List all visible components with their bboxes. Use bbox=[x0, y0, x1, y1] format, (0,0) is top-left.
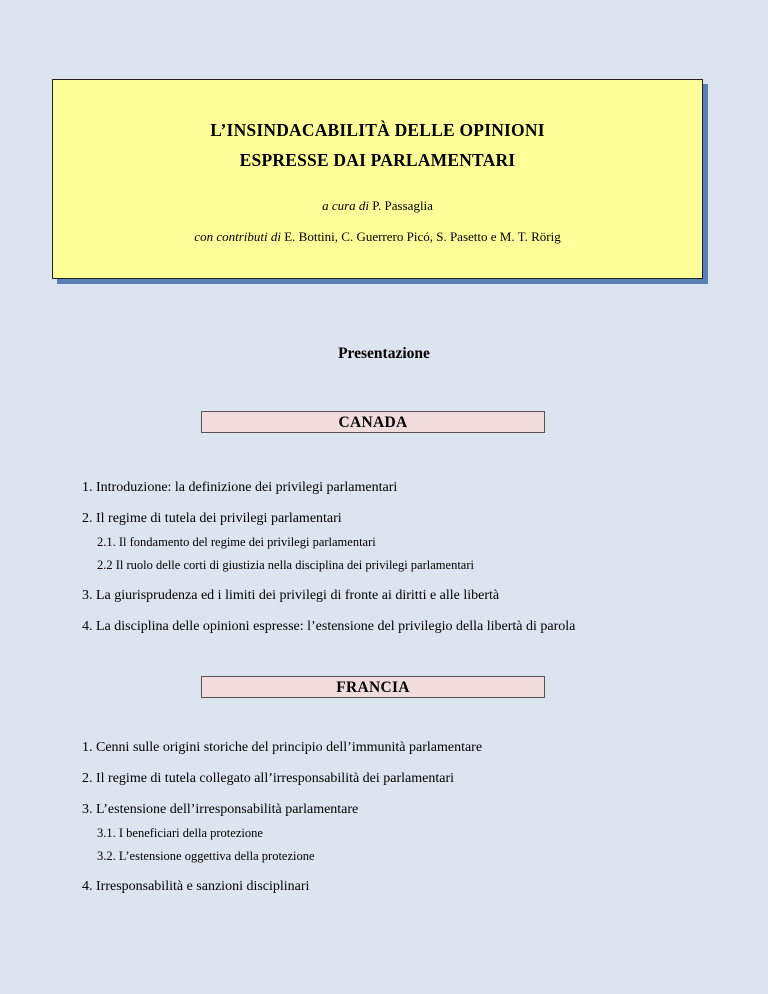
curator-prefix: a cura di bbox=[322, 198, 370, 213]
toc-item[interactable]: 3. La giurisprudenza ed i limiti dei privilegi di fronte ai diritti e alle libertà bbox=[82, 588, 500, 603]
toc-item[interactable]: 4. La disciplina delle opinioni espresse: l’estensione del privilegio della libertà di parola bbox=[82, 619, 576, 634]
contributors-prefix: con contributi di bbox=[194, 229, 281, 244]
title-box bbox=[52, 79, 703, 279]
section-heading-canada: CANADA bbox=[201, 411, 545, 433]
section-heading-francia: FRANCIA bbox=[201, 676, 545, 698]
toc-item[interactable]: 2. Il regime di tutela collegato all’irresponsabilità dei parlamentari bbox=[82, 771, 455, 786]
document-title-line-1: L’INSINDACABILITÀ DELLE OPINIONI bbox=[210, 120, 545, 140]
curator-line bbox=[53, 198, 702, 214]
toc-subitem[interactable]: 2.1. Il fondamento del regime dei privilegi parlamentari bbox=[97, 535, 376, 549]
curator-name: P. Passaglia bbox=[372, 198, 433, 213]
contributors-names: E. Bottini, C. Guerrero Picó, S. Pasetto e M. T. Rörig bbox=[284, 229, 561, 244]
toc-item[interactable]: 4. Irresponsabilità e sanzioni disciplinari bbox=[82, 879, 310, 894]
toc-subitem[interactable]: 3.2. L’estensione oggettiva della protezione bbox=[97, 849, 315, 863]
toc-item[interactable]: 2. Il regime di tutela dei privilegi parlamentari bbox=[82, 511, 342, 526]
contributors-line bbox=[53, 229, 702, 245]
toc-item[interactable]: 3. L’estensione dell’irresponsabilità parlamentare bbox=[82, 802, 359, 817]
toc-subitem[interactable]: 3.1. I beneficiari della protezione bbox=[97, 826, 263, 840]
presentazione-heading[interactable]: Presentazione bbox=[338, 345, 430, 362]
toc-item[interactable]: 1. Introduzione: la definizione dei privilegi parlamentari bbox=[82, 480, 398, 495]
document-title-line-2: ESPRESSE DAI PARLAMENTARI bbox=[239, 150, 516, 170]
toc-subitem[interactable]: 2.2 Il ruolo delle corti di giustizia nella disciplina dei privilegi parlamentari bbox=[97, 558, 474, 572]
toc-item[interactable]: 1. Cenni sulle origini storiche del principio dell’immunità parlamentare bbox=[82, 740, 483, 755]
